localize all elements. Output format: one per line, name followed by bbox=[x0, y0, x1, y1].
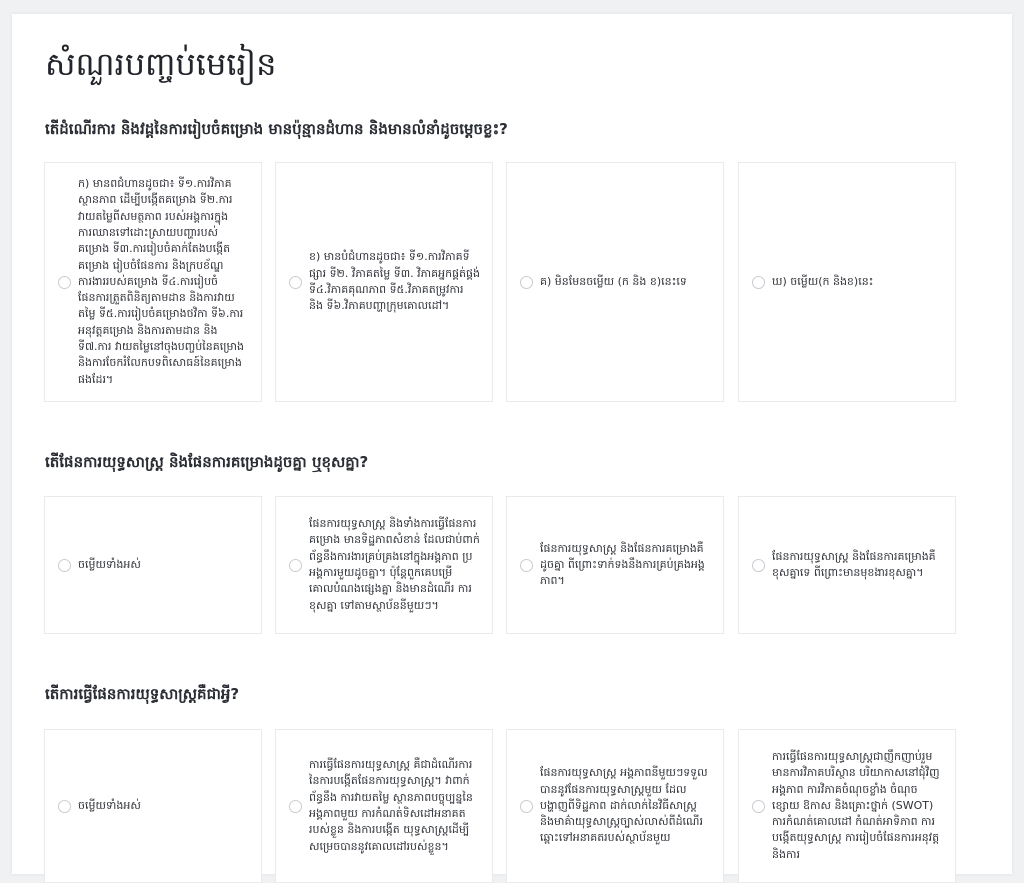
option-label: ឃ) ចម្លើយ(ក និងខ)នេះ bbox=[772, 274, 874, 288]
question-1-option-b[interactable] bbox=[275, 162, 493, 402]
option-label: ការធ្វើផែនការយុទ្ធសាស្ត្រ គឺជាដំណើរការនៃការបង្កើតផែនការយុទ្ធសាស្ត្រ។ វាពាក់ព័ន្ធនឹង ការវាយតម្លៃ ស្ថានភាពបច្ចុប្បន្ននៃអង្គភាពមួយ ការកំណត់ទិសដៅអនាគតរបស់ខ្លួន និងការបង្កើត យុទ្ធសាស្ត្រដើម្បីសម្រេចបាននូវគោលដៅរបស់ខ្លួន។ bbox=[309, 758, 473, 853]
option-label: ផែនការយុទ្ធសាស្ត្រ និងផែនការគម្រោងគឺដូចគ្នា ពីព្រោះទាក់ទងនឹងការគ្រប់គ្រងអង្គភាព។ bbox=[540, 541, 705, 588]
option-label: ការធ្វើផែនការយុទ្ធសាស្ត្រជាញឹកញាប់រួមមានការវិភាគបរិស្ថាន បរិយាកាសនៅជុំវិញអង្គភាព ការវិភាគចំណុចខ្លាំង ចំណុចខ្សោយ ឱកាស និងគ្រោះថ្នាក់ (SWOT) ការកំណត់គោលដៅ កំណត់អាទិភាព ការបង្កើតយុទ្ធសាស្ត្រ ការរៀបចំផែនការអនុវត្ត និងការ bbox=[772, 749, 940, 861]
radio-button[interactable] bbox=[58, 559, 71, 572]
radio-button[interactable] bbox=[58, 800, 71, 813]
option-label: គ) មិនមែនចម្លើយ (ក និង ខ)នេះទេ bbox=[540, 274, 687, 288]
question-2-option-b[interactable] bbox=[275, 496, 493, 634]
option-label: ចម្លើយទាំងអស់ bbox=[78, 557, 141, 571]
question-3-text: តើការធ្វើផែនការយុទ្ធសាស្ត្រគឺជាអ្វី? bbox=[45, 685, 240, 703]
question-3-option-b[interactable] bbox=[275, 729, 493, 883]
question-1-text: តើដំណើរការ និងវដ្តនៃការរៀបចំគម្រោង មានប៉ុន្មានដំហាន និងមានលំនាំដូចម្ដេចខ្លះ? bbox=[45, 120, 508, 138]
radio-button[interactable] bbox=[289, 276, 302, 289]
page-title: សំណួរបញ្ចប់មេរៀន bbox=[45, 45, 277, 83]
question-1-option-c[interactable] bbox=[506, 162, 724, 402]
question-2-option-a[interactable] bbox=[44, 496, 262, 634]
radio-button[interactable] bbox=[520, 800, 533, 813]
question-3-option-d[interactable] bbox=[738, 729, 956, 883]
option-label: ខ) មានបំជំហានដូចជា៖ ទី១.ការវិភាគទីផ្សារ ទី២. វិភាគតម្លៃ ទី៣. វិភាគអ្នកផ្គត់ផ្គង់ ទី៤.វិភាគគុណភាព ទី៥.វិភាគតម្រូវការ និង ទី៦.វិភាគបញ្ហាក្រុមគោលដៅ។ bbox=[309, 250, 480, 313]
radio-button[interactable] bbox=[289, 800, 302, 813]
option-label: ផែនការយុទ្ធសាស្ត្រ និងផែនការគម្រោងគឺខុសគ្នាទេ ពីព្រោះមានមុខងារខុសគ្នា។ bbox=[772, 549, 936, 579]
question-3-option-a[interactable] bbox=[44, 729, 262, 883]
radio-button[interactable] bbox=[520, 276, 533, 289]
question-3-option-c[interactable] bbox=[506, 729, 724, 883]
radio-button[interactable] bbox=[752, 559, 765, 572]
option-label: ផែនការយុទ្ធសាស្ត្រ និងទាំងការធ្វើផែនការគម្រោង មានទិដ្ឋភាពសំខាន់ ដែលជាប់ពាក់ព័ន្ធនឹងការងារគ្រប់គ្រងនៅក្នុងអង្គភាព ប្រអង្គការមួយដូចគ្នា។ ប៉ុន្តែពួកគេបម្រើគោលបំណងផ្សេងគ្នា និងមានដំណើរ ការខុសគ្នា ទៅតាមស្ថាប័ននីមួយៗ។ bbox=[309, 517, 480, 612]
radio-button[interactable] bbox=[520, 559, 533, 572]
radio-button[interactable] bbox=[752, 276, 765, 289]
radio-button[interactable] bbox=[289, 559, 302, 572]
question-2-option-d[interactable] bbox=[738, 496, 956, 634]
option-label: ក) មានពជំហានដូចជា៖ ទី១.ការវិភាគស្ថានភាព ដើម្បីបង្កើតគម្រោង ទី២.ការវាយតម្លៃពីសមត្ថភាព របស់អង្គការក្នុងការឈានទៅដោះស្រាយបញ្ហារបស់គម្រោង ទី៣.ការរៀបចំគាក់តែងបង្កើតគម្រោង រៀបចំផែនការ និងក្របខ័ណ្ឌការងាររបស់គម្រោង ទី៤.ការរៀបចំផែនការត្រួតពិនិត្យតាមដាន និងការវាយតម្លៃ ទី៥.ការរៀបចំគម្រោងថវិកា ទី៦.ការអនុវត្តគម្រោង និងការតាមដាន និង ទី៧.ការ វាយតម្លៃនៅចុងបញ្ចប់នៃគម្រោង និងការចែករំលែកបទពិសោធន៍នៃគម្រោងផងដែរ។ bbox=[78, 177, 244, 386]
question-1-option-a[interactable] bbox=[44, 162, 262, 402]
question-1-option-d[interactable] bbox=[738, 162, 956, 402]
question-2-text: តើផែនការយុទ្ធសាស្ត្រ និងផែនការគម្រោងដូចគ្នា ឬខុសគ្នា? bbox=[45, 453, 369, 471]
option-label: ផែនការយុទ្ធសាស្ត្រ អង្គភាពនីមួយៗទទួលបាននូវផែនការយុទ្ធសាស្ត្រមួយ ដែលបង្ហាញពីទិដ្ឋភាព ដាក់លាក់នៃវិធីសាស្ត្រ និងមាគ៌ាយុទ្ធសាស្ត្រច្បាស់លាស់ពីដំណើរឆ្ពោះទៅអនាគតរបស់ស្ថាប័នមួយ bbox=[540, 766, 708, 845]
radio-button[interactable] bbox=[58, 276, 71, 289]
radio-button[interactable] bbox=[752, 800, 765, 813]
question-2-option-c[interactable] bbox=[506, 496, 724, 634]
option-label: ចម្លើយទាំងអស់ bbox=[78, 798, 141, 812]
